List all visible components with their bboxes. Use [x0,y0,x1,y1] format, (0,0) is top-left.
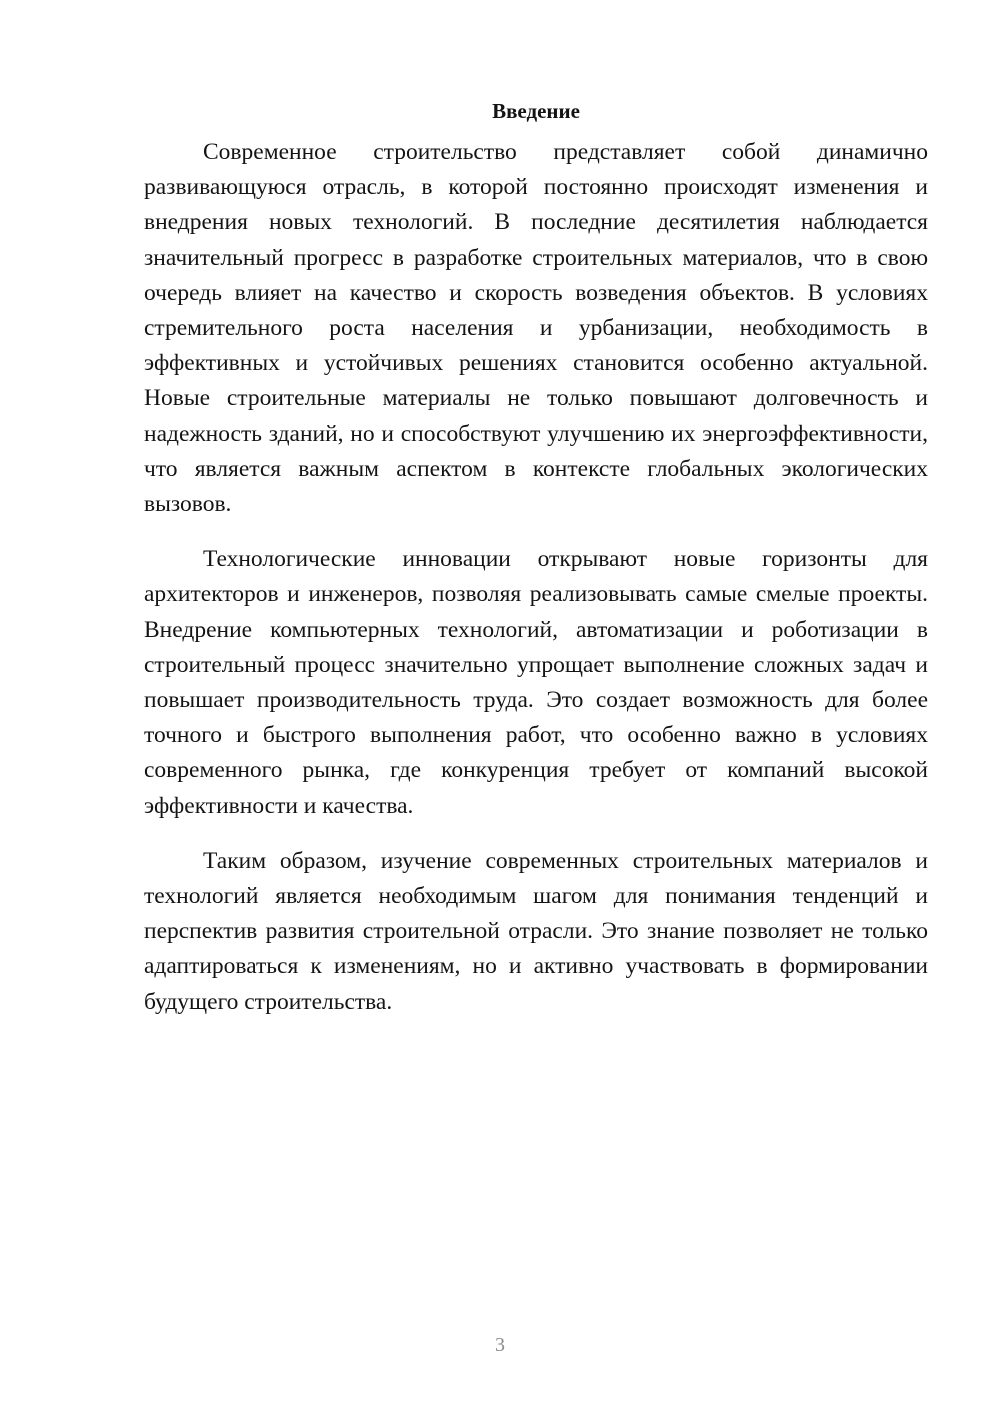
paragraph-3: Таким образом, изучение современных строительных материалов и технологий является необходимым шагом для понимания тенденций и перспектив развития строительной отрасли. Это знание позволяет не только адаптироваться к изменениям, но и активно участвовать в формировании будущего строительства. [144,847,928,1015]
paragraph-1: Современное строительство представляет собой динамично развивающуюся отрасль, в которой постоянно происходят изменения и внедрения новых технологий. В последние десятилетия наблюдается значительный прогресс в разработке строительных материалов, что в свою очередь влияет на качество и скорость возведения объектов. В условиях стремительного роста населения и урбанизации, необходимость в эффективных и устойчивых решениях становится особенно актуальной. Новые строительные материалы не только повышают долговечность и надежность зданий, но и способствуют улучшению их энергоэффективности, что является важным аспектом в контексте глобальных экологических вызовов. [144,139,928,518]
page-number: 3 [495,1334,505,1356]
paragraph-2: Технологические инновации открывают новые горизонты для архитекторов и инженеров, позволяя реализовывать самые смелые проекты. Внедрение компьютерных технологий, автоматизации и роботизации в строительный процесс значительно упрощает выполнение сложных задач и повышает производительность труда. Это создает возможность для более точного и быстрого выполнения работ, что особенно важно в условиях современного рынка, где конкуренция требует от компаний высокой эффективности и качества. [144,546,928,819]
page-content [144,94,928,1040]
section-title: Введение [492,99,580,123]
